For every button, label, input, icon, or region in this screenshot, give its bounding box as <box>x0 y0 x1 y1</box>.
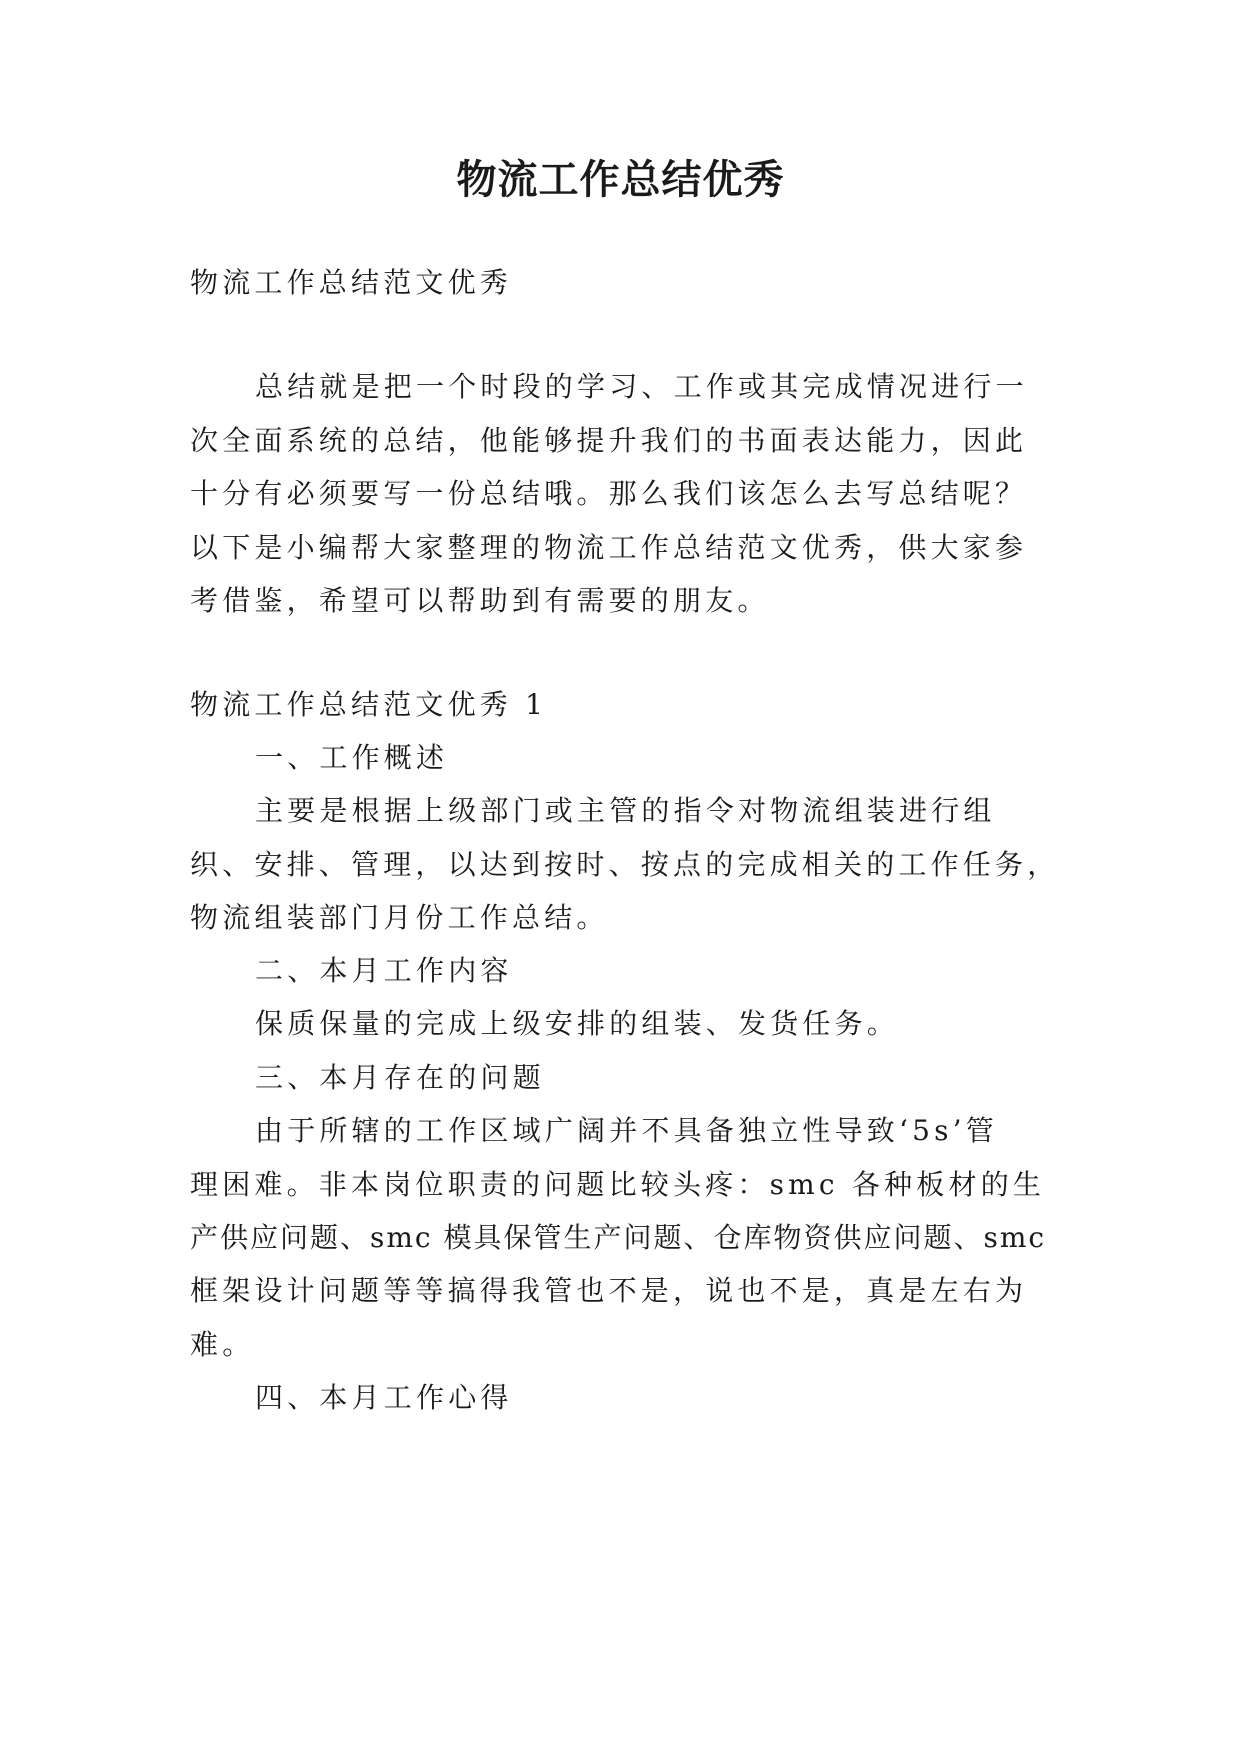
section-heading: 一、工作概述 <box>255 741 449 774</box>
paragraph-line: 物流组装部门月份工作总结。 <box>190 901 609 934</box>
intro-line: 总结就是把一个时段的学习、工作或其完成情况进行一 <box>255 370 1028 403</box>
section-heading: 四、本月工作心得 <box>255 1381 513 1414</box>
intro-line: 考借鉴，希望可以帮助到有需要的朋友。 <box>190 584 770 617</box>
paragraph-line: 由于所辖的工作区域广阔并不具备独立性导致‘5s’管 <box>255 1114 998 1147</box>
intro-line: 以下是小编帮大家整理的物流工作总结范文优秀，供大家参 <box>190 531 1028 564</box>
paragraph-line: 难。 <box>190 1328 255 1361</box>
paragraph-line: 保质保量的完成上级安排的组装、发货任务。 <box>255 1007 900 1040</box>
section-heading: 三、本月存在的问题 <box>255 1061 545 1094</box>
paragraph-line: 框架设计问题等等搞得我管也不是，说也不是，真是左右为 <box>190 1274 1028 1307</box>
paragraph-line: 主要是根据上级部门或主管的指令对物流组装进行组 <box>255 794 996 827</box>
document-title: 物流工作总结优秀 <box>456 157 785 203</box>
paragraph-line: 产供应问题、smc 模具保管生产问题、仓库物资供应问题、smc <box>190 1221 1047 1254</box>
document-subtitle: 物流工作总结范文优秀 <box>190 266 513 299</box>
intro-line: 次全面系统的总结，他能够提升我们的书面表达能力，因此 <box>190 424 1028 457</box>
intro-line: 十分有必须要写一份总结哦。那么我们该怎么去写总结呢？ <box>190 477 1028 510</box>
paragraph-line: 织、安排、管理，以达到按时、按点的完成相关的工作任务， <box>190 848 1060 881</box>
section-heading: 二、本月工作内容 <box>255 954 513 987</box>
section-title: 物流工作总结范文优秀 1 <box>190 688 548 721</box>
paragraph-line: 理困难。非本岗位职责的问题比较头疼：smc 各种板材的生 <box>190 1168 1046 1201</box>
